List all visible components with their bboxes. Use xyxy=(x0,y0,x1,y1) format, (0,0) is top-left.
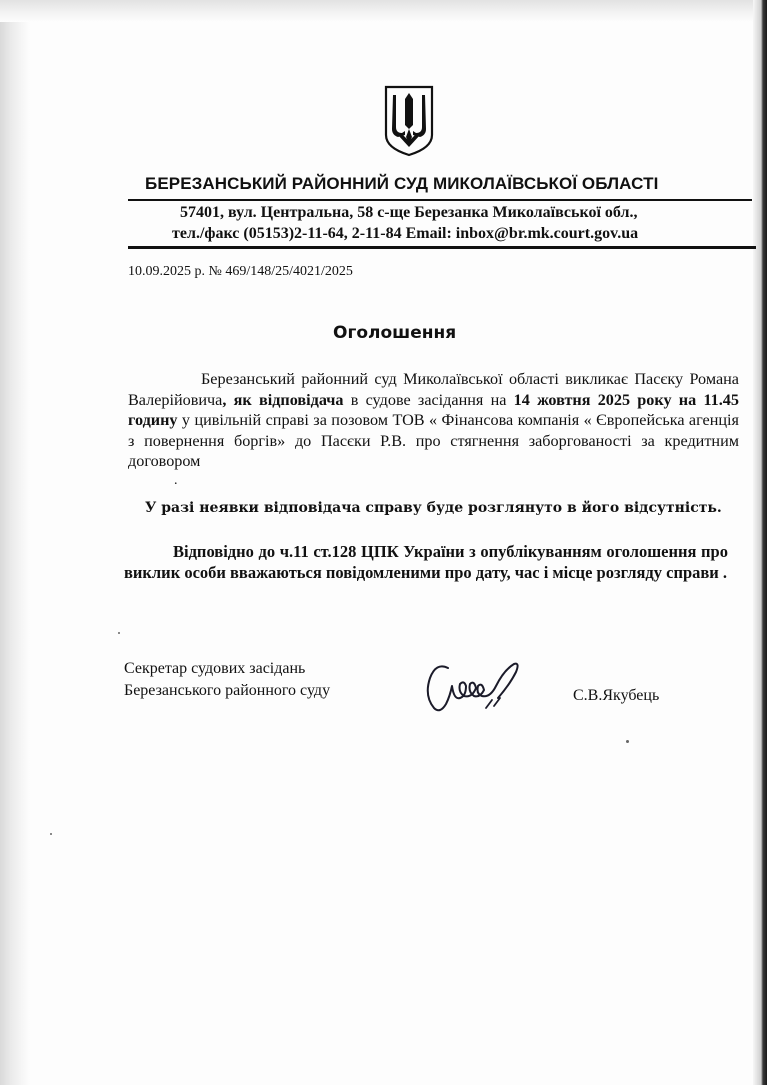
court-name: БЕРЕЗАНСЬКИЙ РАЙОННИЙ СУД МИКОЛАЇВСЬКОЇ ОБЛАСТІ xyxy=(145,174,659,193)
scan-speck xyxy=(118,632,120,634)
court-address: 57401, вул. Центральна, 58 с-ще Березанка Миколаївської обл., xyxy=(180,204,638,221)
hearing-datetime: 14 жовтня 2025 року на 11.45 годину xyxy=(128,390,739,429)
trident-emblem-icon xyxy=(383,85,435,157)
document-title: Оголошення xyxy=(333,323,457,343)
summons-text-e: у цивільній справі за позовом ТОВ « Фінансова компанія « Європейська агенція з повернення боргів» до Пасєки Р.В. про стягнення заборгованості за кредитним договором xyxy=(128,411,739,470)
scan-edge-right xyxy=(753,0,767,1085)
summons-text-c: в судове засідання на xyxy=(343,390,514,409)
absence-warning: У разі неявки відповідача справу буде розглянуто в його відсутність. xyxy=(145,500,722,516)
signatory-role-line1: Секретар судових засідань xyxy=(124,660,306,677)
letterhead-rule xyxy=(128,199,752,201)
summons-role: , як відповідача xyxy=(222,390,344,409)
signatory-name: С.В.Якубець xyxy=(573,687,660,704)
letterhead-rule-bottom xyxy=(128,246,756,249)
scan-speck xyxy=(626,740,629,743)
scan-edge-top xyxy=(0,0,767,22)
scan-speck xyxy=(50,833,52,835)
document-reference: 10.09.2025 р. № 469/148/25/4021/2025 xyxy=(128,264,353,279)
court-contacts: тел./факс (05153)2-11-64, 2-11-84 Email: inbox@br.mk.court.gov.ua xyxy=(172,225,639,242)
signatory-role-line2: Березанського районного суду xyxy=(124,682,331,699)
summons-paragraph xyxy=(128,369,739,472)
handwritten-signature-icon xyxy=(418,650,536,720)
scan-edge-left xyxy=(0,0,30,1085)
stray-dot: . xyxy=(174,473,178,488)
summons-text-a: Березанський районний суд Миколаївської області викликає Пасєку Романа Валерійовича xyxy=(128,370,739,409)
legal-notice-paragraph: Відповідно до ч.11 ст.128 ЦПК України з опублікуванням оголошення про виклик особи вважаються повідомленими про дату, час і місце розгляду справи . xyxy=(124,542,728,582)
